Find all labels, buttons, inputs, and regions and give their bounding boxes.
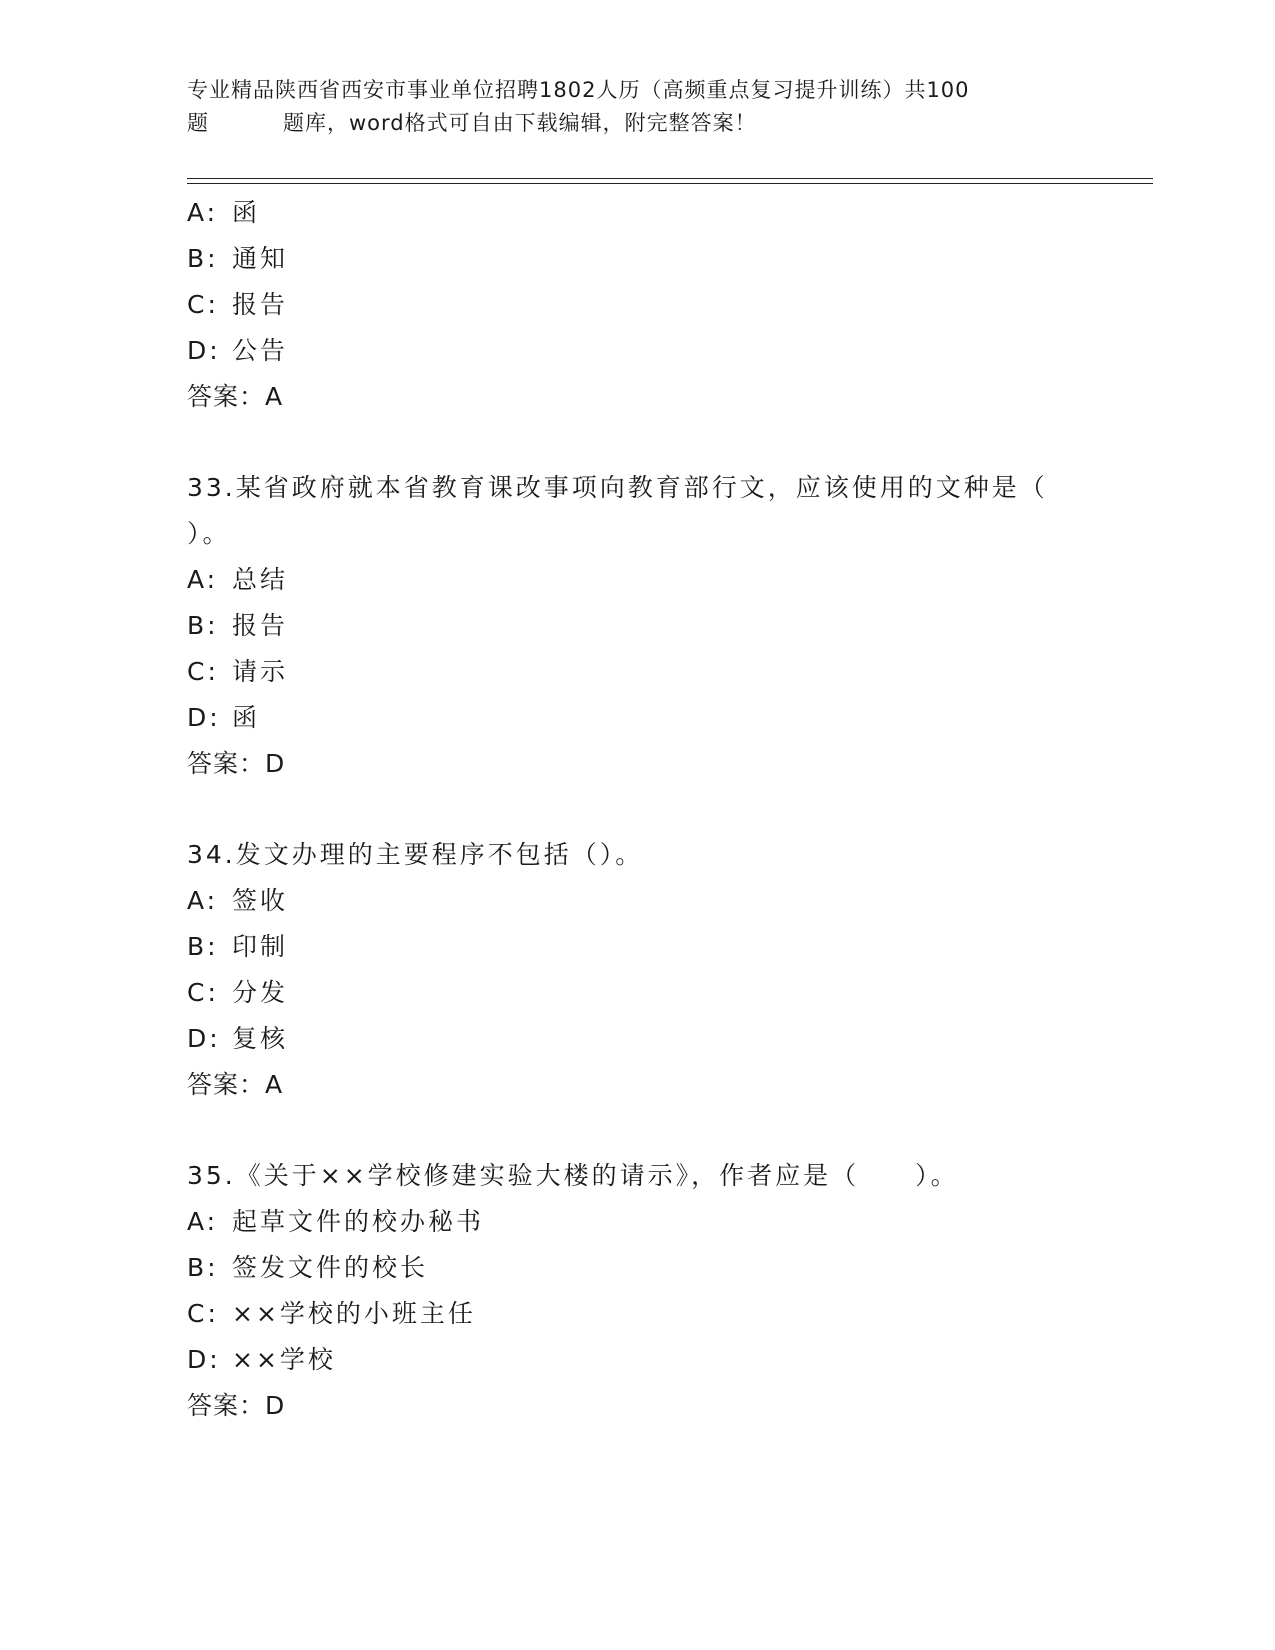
option-text: 总结 xyxy=(232,565,289,594)
option-text: 请示 xyxy=(232,657,289,686)
option-text: 通知 xyxy=(232,244,289,273)
option-text: 公告 xyxy=(232,336,289,365)
option-key: C: xyxy=(187,290,219,319)
option-key: B: xyxy=(187,1253,219,1282)
option-text: 签收 xyxy=(232,886,289,915)
option-key: C: xyxy=(187,657,219,686)
header-title-line2 xyxy=(187,107,1087,140)
option-key: A: xyxy=(187,886,219,915)
page-header xyxy=(187,74,1087,140)
header-divider-top xyxy=(187,178,1153,179)
option-a xyxy=(187,190,1087,236)
spacer xyxy=(187,1108,1087,1153)
option-key: C: xyxy=(187,978,219,1007)
answer-line: 答案：A xyxy=(187,382,284,411)
question-stem: 34.发文办理的主要程序不包括（）。 xyxy=(187,840,644,869)
option-text: 起草文件的校办秘书 xyxy=(232,1207,485,1236)
option-text: 报告 xyxy=(232,611,289,640)
option-key: C: xyxy=(187,1299,219,1328)
question-list xyxy=(187,190,1087,1429)
option-key: D: xyxy=(187,1345,221,1374)
answer-line: 答案：D xyxy=(187,1391,286,1420)
option-text: 报告 xyxy=(232,290,289,319)
option-c xyxy=(187,282,1087,328)
option-b xyxy=(187,924,1087,970)
option-c xyxy=(187,1291,1087,1337)
header-title-line1: 专业精品陕西省西安市事业单位招聘1802人历（高频重点复习提升训练）共100 xyxy=(187,78,970,102)
option-text: 分发 xyxy=(232,978,289,1007)
option-text: ××学校 xyxy=(232,1345,336,1374)
option-a xyxy=(187,1199,1087,1245)
option-key: B: xyxy=(187,932,219,961)
question-block-33 xyxy=(187,465,1087,787)
option-key: D: xyxy=(187,336,221,365)
option-text: 函 xyxy=(232,703,261,732)
question-block-35 xyxy=(187,1153,1087,1429)
question-stem-continued: ）。 xyxy=(187,519,231,548)
option-d xyxy=(187,328,1087,374)
option-key: A: xyxy=(187,565,219,594)
answer-line: 答案：A xyxy=(187,1070,284,1099)
spacer xyxy=(187,420,1087,465)
question-stem: 35.《关于××学校修建实验大楼的请示》，作者应是（ ）。 xyxy=(187,1161,959,1190)
option-a xyxy=(187,557,1087,603)
spacer xyxy=(187,787,1087,832)
option-c xyxy=(187,970,1087,1016)
question-block-34 xyxy=(187,832,1087,1108)
question-stem: 33.某省政府就本省教育课改事项向教育部行文，应该使用的文种是（ xyxy=(187,473,1048,502)
option-b xyxy=(187,1245,1087,1291)
option-text: 函 xyxy=(232,198,261,227)
option-d xyxy=(187,1016,1087,1062)
option-b xyxy=(187,603,1087,649)
option-key: B: xyxy=(187,611,219,640)
option-text: 签发文件的校长 xyxy=(232,1253,429,1282)
option-b xyxy=(187,236,1087,282)
question-block-prev xyxy=(187,190,1087,420)
option-text: ××学校的小班主任 xyxy=(232,1299,476,1328)
option-c xyxy=(187,649,1087,695)
option-key: D: xyxy=(187,703,221,732)
option-key: A: xyxy=(187,1207,219,1236)
answer-line: 答案：D xyxy=(187,749,286,778)
header-title-line2-right: 题库，word格式可自由下载编辑，附完整答案！ xyxy=(283,111,757,135)
option-text: 复核 xyxy=(232,1024,289,1053)
option-key: D: xyxy=(187,1024,221,1053)
option-text: 印制 xyxy=(232,932,289,961)
option-key: A: xyxy=(187,198,219,227)
option-a xyxy=(187,878,1087,924)
option-d xyxy=(187,695,1087,741)
header-title-line2-left: 题 xyxy=(187,111,209,135)
header-divider-bottom xyxy=(187,183,1153,184)
option-key: B: xyxy=(187,244,219,273)
option-d xyxy=(187,1337,1087,1383)
